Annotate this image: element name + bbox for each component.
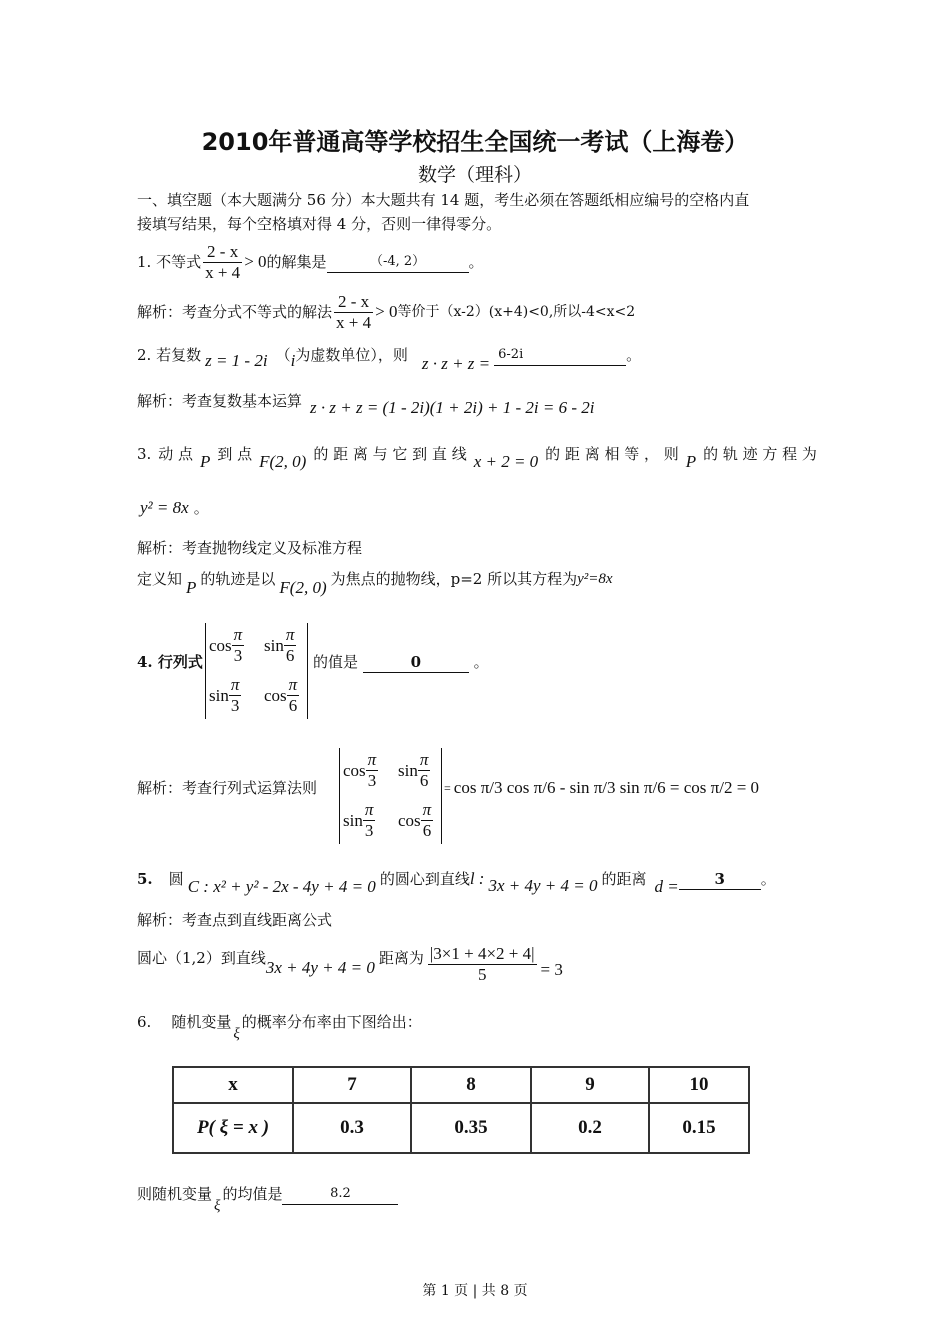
q1-fraction	[203, 242, 242, 283]
q3-p2: P	[685, 452, 697, 471]
q6-distribution-table	[172, 1066, 750, 1154]
q4a-pi: π	[367, 750, 377, 769]
q1-prefix: 1. 不等式	[137, 253, 202, 271]
q3-line	[137, 436, 817, 472]
q4-end: 。	[473, 653, 489, 671]
q5-a2-fraction	[428, 944, 537, 985]
q6-then: 则随机变量	[137, 1185, 213, 1203]
q4-cell-22	[264, 675, 299, 716]
q4-suffix-line	[313, 652, 489, 673]
q6-table-prob-row	[173, 1103, 749, 1153]
q4-pi: π	[288, 675, 298, 694]
q4-suffix: 的值是	[313, 653, 359, 671]
page-footer: 第 1 页 | 共 8 页	[422, 1283, 528, 1299]
q3-a2-prefix: 定义知	[137, 570, 183, 588]
q4a-sin-label: sin	[343, 810, 363, 830]
q4-cell-21	[209, 675, 241, 716]
q2-paren-text: 为虚数单位），则	[295, 346, 408, 364]
q5-d: d =	[654, 877, 679, 896]
q5-l: l :	[469, 869, 485, 888]
q6-table-cell: 0.35	[411, 1103, 531, 1153]
q5-a2-line: 3x + 4y + 4 = 0	[265, 958, 375, 977]
q6-table-header-cell: 8	[411, 1067, 531, 1103]
q6-then-line	[137, 1184, 398, 1218]
q6-table-cell: 0.2	[531, 1103, 649, 1153]
q4-analysis-prefix: 解析：考查行列式运算法则	[137, 779, 318, 797]
q4a-pi: π	[364, 800, 374, 819]
q1-gt-zero: > 0	[244, 252, 267, 271]
q3-answer-line	[140, 498, 209, 518]
q4-determinant	[205, 623, 308, 719]
q2-line	[137, 338, 641, 372]
q4a-pi: π	[419, 750, 429, 769]
q3-analysis: 解析：考查抛物线定义及标准方程	[137, 539, 363, 557]
q4-den: 6	[288, 696, 298, 715]
q4a-sin-label: sin	[398, 760, 418, 780]
q4-sin-label: sin	[209, 685, 229, 705]
q4-pi: π	[285, 625, 295, 644]
q4a-frac-12	[418, 750, 431, 791]
q4a-cos-label: cos	[398, 810, 421, 830]
q5-t1: 圆	[168, 870, 184, 888]
q4-answer: 0	[363, 652, 469, 673]
q2-analysis-prefix: 解析：考查复数基本运算	[137, 392, 303, 410]
q5-t2: 的圆心到直线	[379, 870, 470, 888]
q5-a2-prefix: 圆心（1,2）到直线	[137, 949, 266, 967]
q6-table-header-cell: 9	[531, 1067, 649, 1103]
q4a-den: 3	[367, 771, 377, 790]
q3-a2-eq: y²=8x	[577, 571, 613, 587]
q4-cos-label: cos	[264, 685, 287, 705]
q6-t2: 的概率分布率由下图给出：	[241, 1013, 422, 1031]
q2-prefix: 2. 若复数	[137, 346, 202, 364]
q5-num: 5.	[137, 870, 153, 888]
section-intro-line1: 一、填空题（本大题满分 56 分）本大题共有 14 题，考生必须在答题纸相应编号的空格内直	[137, 191, 750, 209]
q2-paren-open: （	[275, 346, 291, 364]
q3-a2-suffix: 为焦点的抛物线，p=2 所以其方程为	[330, 570, 578, 588]
q1-suffix: 的解集是	[266, 253, 327, 271]
q5-analysis: 解析：考查点到直线距离公式	[137, 911, 333, 929]
q6-table-cell: P( ξ = x )	[173, 1103, 293, 1153]
q2-analysis-expr: z · z + z = (1 - 2i)(1 + 2i) + 1 - 2i = 6 - 2i	[310, 398, 595, 417]
q4-cos-label: cos	[209, 635, 232, 655]
q4-den: 3	[233, 646, 243, 665]
q5-a2-num: |3×1 + 4×2 + 4|	[429, 944, 535, 963]
q4-den: 3	[230, 696, 240, 715]
q6-then2: 的均值是	[222, 1185, 283, 1203]
q4a-den: 3	[364, 821, 374, 840]
q1-end: 。	[468, 253, 484, 271]
q1-answer: （-4, 2）	[327, 252, 469, 273]
q5-answer: 3	[679, 869, 761, 890]
q5-t3: 的距离	[601, 870, 647, 888]
q4a-frac-21	[363, 800, 376, 841]
q6-table-header-cell: 7	[293, 1067, 411, 1103]
q3-t3: 的 距 离 与 它 到 直 线	[313, 445, 467, 463]
q6-table-header-cell: x	[173, 1067, 293, 1103]
q3-t4: 的 距 离 相 等 ， 则	[545, 445, 679, 463]
page-subtitle: 数学（理科）	[417, 164, 532, 186]
q5-line-eq: 3x + 4y + 4 = 0	[488, 876, 598, 895]
q4-frac-22	[287, 675, 300, 716]
q1-analysis-fraction	[334, 292, 373, 333]
q6-table-header-cell: 10	[649, 1067, 749, 1103]
q3-line-eq: x + 2 = 0	[473, 452, 539, 471]
section-intro-line2: 接填写结果，每个空格填对得 4 分，否则一律得零分。	[137, 215, 502, 233]
q4-den: 6	[285, 646, 295, 665]
q6-line	[137, 1012, 422, 1046]
q2-z-expr: z = 1 - 2i	[205, 351, 268, 370]
q4-frac-11	[232, 625, 245, 666]
q3-p: P	[200, 452, 211, 471]
q3-end: 。	[193, 499, 209, 517]
q4-analysis-expansion	[444, 778, 759, 798]
q2-i-var: i	[290, 351, 296, 370]
q4-analysis-determinant	[339, 748, 442, 844]
q1-analysis	[137, 288, 635, 336]
q3-t2: 到 点	[217, 445, 253, 463]
q4a-cos-label: cos	[343, 760, 366, 780]
q4a-expansion: cos π/3 cos π/6 - sin π/3 sin π/6 = cos π/2 = 0	[453, 778, 760, 797]
page-title: 2010年普通高等学校招生全国统一考试（上海卷）	[201, 128, 749, 156]
q6-num: 6.	[137, 1013, 152, 1031]
q2-answer: 6-2i	[494, 345, 626, 366]
q6-then-xi: ξ	[214, 1198, 221, 1214]
q4-pi: π	[233, 625, 243, 644]
q4-pi: π	[230, 675, 240, 694]
q3-analysis2	[137, 562, 613, 596]
q3-t5: 的 轨 迹 方 程 为	[703, 445, 817, 463]
q3-answer: y² = 8x	[140, 498, 189, 517]
q1-frac-num: 2 - x	[203, 242, 242, 263]
q6-table-header-row	[173, 1067, 749, 1103]
q2-analysis	[137, 384, 595, 418]
q5-end: 。	[760, 870, 776, 888]
q5-line	[137, 862, 776, 896]
q6-xi: ξ	[233, 1026, 240, 1042]
q4-frac-12	[284, 625, 297, 666]
q4a-frac-11	[366, 750, 379, 791]
q1-frac-den: x + 4	[205, 262, 241, 282]
q6-table-cell: 0.15	[649, 1103, 749, 1153]
q2-end: 。	[626, 346, 642, 364]
q3-a2-mid: 的轨迹是以	[200, 570, 276, 588]
q4a-cell-12	[398, 750, 430, 791]
q6-t1: 随机变量	[171, 1013, 232, 1031]
q5-a2-den: 5	[477, 965, 487, 984]
q1-analysis-suffix: 等价于（x-2）(x+4)<0,所以-4<x<2	[397, 304, 636, 320]
q4-cell-11	[209, 625, 244, 666]
q4a-den: 6	[419, 771, 429, 790]
q1-line	[137, 238, 484, 286]
q5-circle: C : x² + y² - 2x - 4y + 4 = 0	[187, 877, 376, 896]
q6-table-cell: 0.3	[293, 1103, 411, 1153]
q6-answer: 8.2	[282, 1184, 398, 1205]
q5-a2-mid: 距离为	[378, 949, 424, 967]
q4a-eq: =	[444, 780, 451, 795]
q4-sin-label: sin	[264, 635, 284, 655]
q5-analysis2	[137, 944, 563, 996]
q4-frac-21	[229, 675, 242, 716]
q4a-cell-11	[343, 750, 378, 791]
q2-expr: z · z + z =	[421, 354, 491, 373]
q5-a2-result: = 3	[540, 960, 563, 979]
q3-f: F(2, 0)	[259, 452, 307, 471]
q3-num: 3.	[137, 445, 152, 463]
q1-analysis-frac-den: x + 4	[336, 312, 372, 332]
q4-prefix: 4. 行列式	[137, 653, 203, 671]
q1-analysis-prefix: 解析：考查分式不等式的解法	[137, 303, 333, 321]
q4a-den: 6	[422, 821, 432, 840]
q4a-frac-22	[421, 800, 434, 841]
q4a-pi: π	[422, 800, 432, 819]
q4a-cell-21	[343, 800, 375, 841]
q1-analysis-gt-zero: > 0	[375, 302, 398, 321]
q3-a2-p: P	[186, 578, 197, 597]
q4a-cell-22	[398, 800, 433, 841]
q4-cell-12	[264, 625, 296, 666]
q3-a2-f: F(2, 0)	[279, 578, 327, 597]
q1-analysis-frac-num: 2 - x	[334, 292, 373, 313]
q3-t1: 动 点	[158, 445, 194, 463]
